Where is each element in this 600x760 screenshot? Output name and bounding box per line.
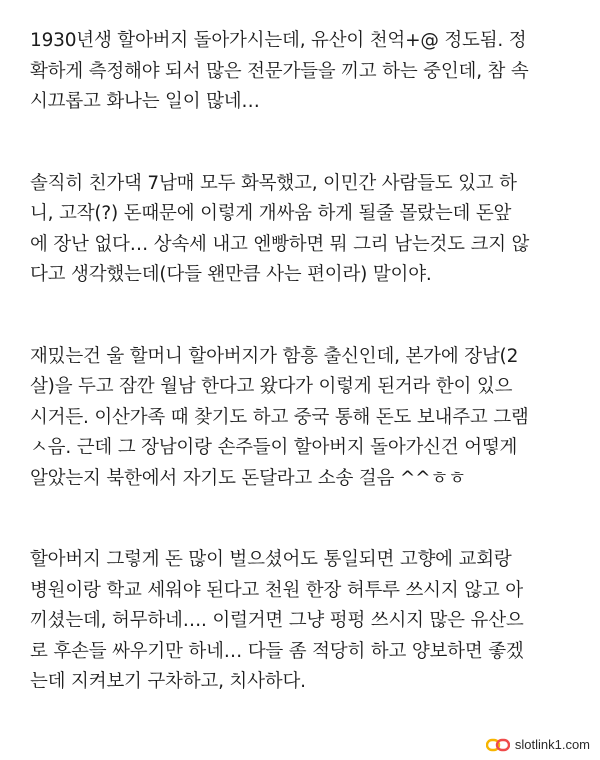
text-line: 병원이랑 학교 세워야 된다고 천원 한장 허투루 쓰시지 않고 아 bbox=[30, 579, 523, 601]
post-paragraph bbox=[30, 545, 578, 698]
post-paragraph bbox=[30, 342, 578, 495]
text-line: 확하게 측정해야 되서 많은 전문가들을 끼고 하는 중인데, 참 속 bbox=[30, 60, 529, 82]
text-line: 다고 생각했는데(다들 왠만큼 사는 편이라) 말이야. bbox=[30, 264, 432, 285]
text-line: 재밌는건 울 할머니 할아버지가 함흥 출신인데, 본가에 장남(2 bbox=[30, 345, 519, 367]
text-line: 니, 고작(?) 돈때문에 이렇게 개싸움 하게 될줄 몰랐는데 돈앞 bbox=[30, 203, 512, 224]
text-line: ㅅ음. 근데 그 장남이랑 손주들이 할아버지 돌아가신건 어떻게 bbox=[30, 437, 518, 458]
text-line: 할아버지 그렇게 돈 많이 벌으셨어도 통일되면 고향에 교회랑 bbox=[30, 549, 512, 570]
text-line: 살)을 두고 잠깐 월남 한다고 왔다가 이렇게 된거라 한이 있으 bbox=[30, 376, 513, 397]
text-line: 1930년생 할아버지 돌아가시는데, 유산이 천억+@ 정도됨. 정 bbox=[30, 30, 527, 51]
text-line: 솔직히 친가댁 7남매 모두 화목했고, 이민간 사람들도 있고 하 bbox=[30, 172, 517, 194]
watermark-text: slotlink1.com bbox=[514, 737, 590, 752]
site-watermark bbox=[486, 737, 590, 752]
text-line: 에 장난 없다… 상속세 내고 엔빵하면 뭐 그리 남는것도 크지 않 bbox=[30, 233, 530, 255]
text-line: 끼셨는데, 허무하네…. 이럴거면 그냥 펑펑 쓰시지 많은 유산으 bbox=[30, 610, 524, 631]
text-line: 는데 지켜보기 구차하고, 치사하다. bbox=[30, 671, 306, 692]
slotlink-logo-icon bbox=[486, 738, 510, 752]
post-paragraph bbox=[30, 169, 578, 291]
post-paragraph bbox=[30, 26, 578, 118]
text-line: 시끄롭고 화나는 일이 많네… bbox=[30, 91, 260, 112]
text-line: 로 후손들 싸우기만 하네… 다들 좀 적당히 하고 양보하면 좋겠 bbox=[30, 640, 524, 662]
text-line: 알았는지 북한에서 자기도 돈달라고 소송 걸음 ^^ㅎㅎ bbox=[30, 467, 466, 489]
post-body bbox=[30, 26, 578, 749]
text-line: 시거든. 이산가족 때 찾기도 하고 중국 통해 돈도 보내주고 그램 bbox=[30, 406, 529, 428]
